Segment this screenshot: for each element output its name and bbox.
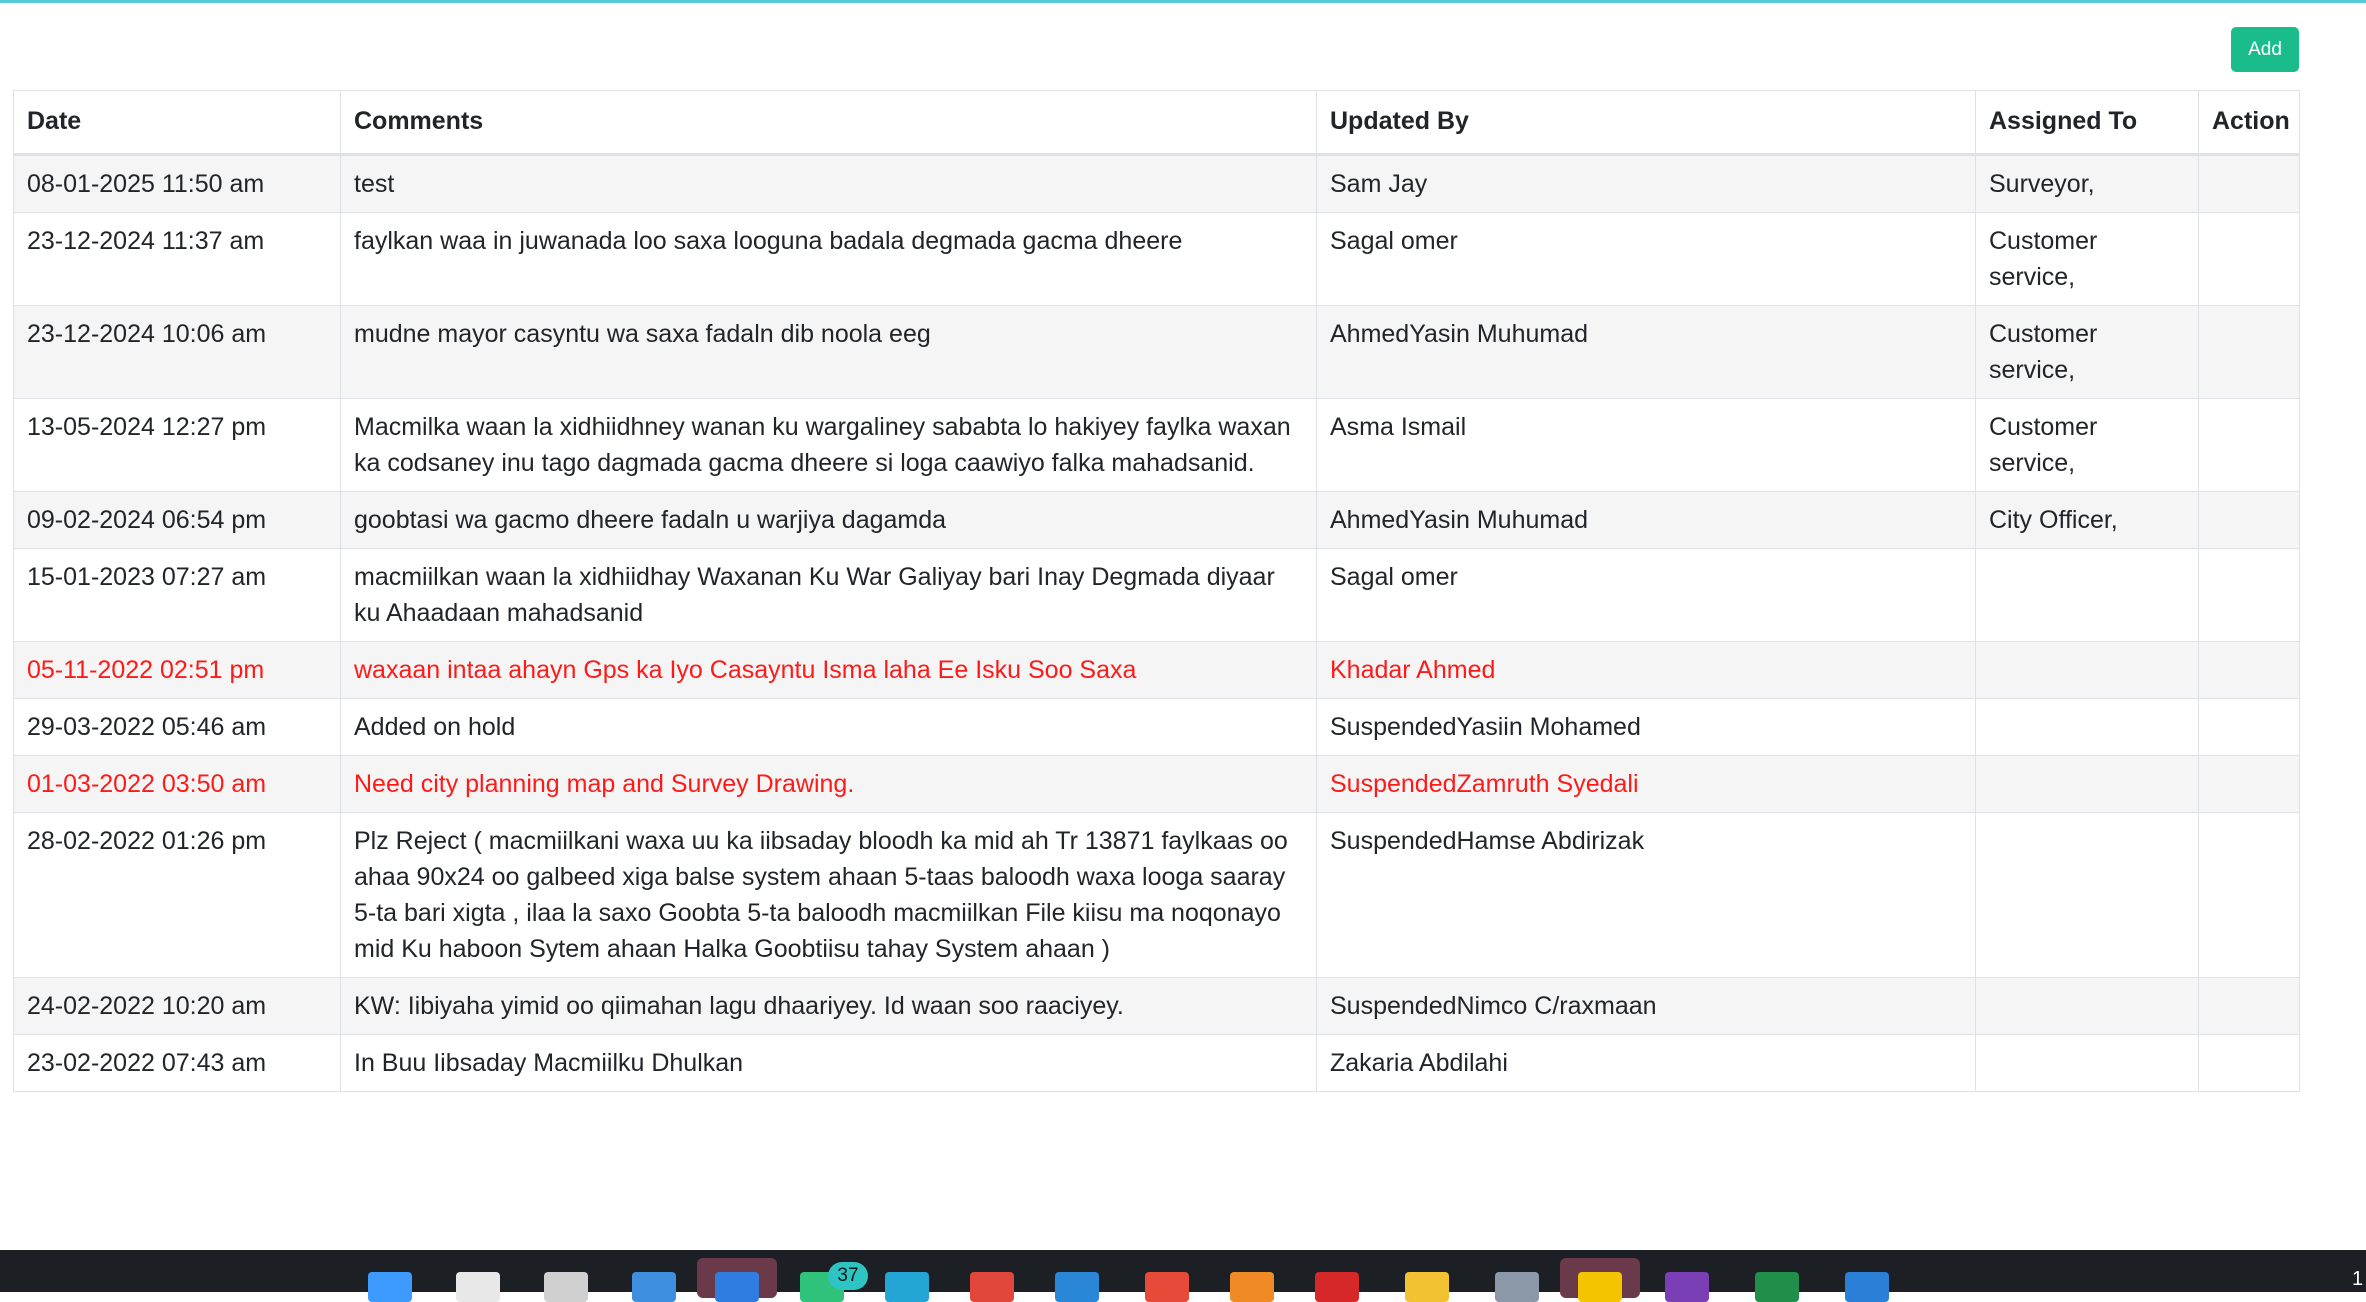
cell-action[interactable]	[2199, 813, 2300, 978]
cell-updated-by: Sagal omer	[1317, 549, 1976, 642]
chrome-icon[interactable]	[970, 1272, 1014, 1302]
notification-badge: 37	[828, 1262, 868, 1290]
cell-comment: waxaan intaa ahayn Gps ka Iyo Casayntu Isma laha Ee Isku Soo Saxa	[341, 642, 1317, 699]
cell-date: 13-05-2024 12:27 pm	[14, 399, 341, 492]
column-header-assigned-to[interactable]: Assigned To	[1976, 91, 2199, 155]
cell-assigned-to: City Officer,	[1976, 492, 2199, 549]
table-row[interactable]	[14, 306, 2300, 399]
cell-date: 23-02-2022 07:43 am	[14, 1035, 341, 1092]
cell-updated-by: Khadar Ahmed	[1317, 642, 1976, 699]
task-view-icon[interactable]	[544, 1272, 588, 1302]
sticky-notes-icon[interactable]	[1578, 1272, 1622, 1302]
cell-updated-by: Zakaria Abdilahi	[1317, 1035, 1976, 1092]
cell-action[interactable]	[2199, 155, 2300, 213]
windows-start-icon[interactable]	[368, 1272, 412, 1302]
excel-icon[interactable]	[1755, 1272, 1799, 1302]
cell-comment: Plz Reject ( macmiilkani waxa uu ka iibsaday bloodh ka mid ah Tr 13871 faylkaas oo ahaa 90x24 oo galbeed xiga balse system ahaan 5-taas baloodh waxa looga saaray 5-ta bari xigta , ilaa la saxo Goobta 5-ta baloodh macmiilkan File kiisu ma noqonayo mid Ku haboon Sytem ahaan Halka Goobtiisu tahay System ahaan )	[341, 813, 1317, 978]
cell-assigned-to	[1976, 756, 2199, 813]
cell-assigned-to: Customer service,	[1976, 306, 2199, 399]
cell-action[interactable]	[2199, 642, 2300, 699]
cell-assigned-to: Surveyor,	[1976, 155, 2199, 213]
table-header-row	[14, 91, 2300, 155]
cell-date: 23-12-2024 11:37 am	[14, 213, 341, 306]
store-icon[interactable]	[632, 1272, 676, 1302]
cell-assigned-to	[1976, 549, 2199, 642]
cell-comment: KW: Iibiyaha yimid oo qiimahan lagu dhaariyey. Id waan soo raaciyey.	[341, 978, 1317, 1035]
cell-comment: Added on hold	[341, 699, 1317, 756]
table-row[interactable]	[14, 549, 2300, 642]
outlook-icon[interactable]	[1845, 1272, 1889, 1302]
cell-comment: test	[341, 155, 1317, 213]
top-accent-line	[0, 0, 2366, 3]
calendar-icon[interactable]	[1145, 1272, 1189, 1302]
cell-action[interactable]	[2199, 306, 2300, 399]
cell-updated-by: SuspendedNimco C/raxmaan	[1317, 978, 1976, 1035]
cell-comment: goobtasi wa gacmo dheere fadaln u warjiya dagamda	[341, 492, 1317, 549]
table-row[interactable]	[14, 492, 2300, 549]
column-header-date[interactable]: Date	[14, 91, 341, 155]
add-button[interactable]: Add	[2231, 27, 2299, 72]
table-row[interactable]	[14, 155, 2300, 213]
cell-date: 08-01-2025 11:50 am	[14, 155, 341, 213]
cell-action[interactable]	[2199, 1035, 2300, 1092]
cell-updated-by: Asma Ismail	[1317, 399, 1976, 492]
table-row[interactable]	[14, 213, 2300, 306]
cell-assigned-to: Customer service,	[1976, 399, 2199, 492]
cell-action[interactable]	[2199, 756, 2300, 813]
cell-action[interactable]	[2199, 492, 2300, 549]
table-row[interactable]	[14, 399, 2300, 492]
cell-date: 01-03-2022 03:50 am	[14, 756, 341, 813]
media-icon[interactable]	[1665, 1272, 1709, 1302]
comments-table-container	[13, 90, 2299, 1092]
cell-date: 24-02-2022 10:20 am	[14, 978, 341, 1035]
column-header-updated-by[interactable]: Updated By	[1317, 91, 1976, 155]
cell-updated-by: Sam Jay	[1317, 155, 1976, 213]
search-icon[interactable]	[456, 1272, 500, 1302]
app-red-icon[interactable]	[1315, 1272, 1359, 1302]
cell-comment: mudne mayor casyntu wa saxa fadaln dib noola eeg	[341, 306, 1317, 399]
cell-comment: In Buu Iibsaday Macmiilku Dhulkan	[341, 1035, 1317, 1092]
cell-updated-by: AhmedYasin Muhumad	[1317, 492, 1976, 549]
cell-date: 05-11-2022 02:51 pm	[14, 642, 341, 699]
cell-date: 23-12-2024 10:06 am	[14, 306, 341, 399]
cell-action[interactable]	[2199, 399, 2300, 492]
table-body	[14, 155, 2300, 1092]
column-header-comments[interactable]: Comments	[341, 91, 1317, 155]
cell-updated-by: SuspendedHamse Abdirizak	[1317, 813, 1976, 978]
cell-date: 29-03-2022 05:46 am	[14, 699, 341, 756]
cell-assigned-to	[1976, 642, 2199, 699]
cell-action[interactable]	[2199, 549, 2300, 642]
table-row[interactable]	[14, 642, 2300, 699]
cell-comment: faylkan waa in juwanada loo saxa looguna badala degmada gacma dheere	[341, 213, 1317, 306]
table-row[interactable]	[14, 699, 2300, 756]
system-tray-text: 1	[2352, 1268, 2364, 1290]
edge-icon[interactable]	[885, 1272, 929, 1302]
cell-action[interactable]	[2199, 978, 2300, 1035]
table-row[interactable]	[14, 1035, 2300, 1092]
column-header-action[interactable]: Action	[2199, 91, 2300, 155]
cell-assigned-to: Customer service,	[1976, 213, 2199, 306]
cell-updated-by: Sagal omer	[1317, 213, 1976, 306]
cell-action[interactable]	[2199, 213, 2300, 306]
table-row[interactable]	[14, 756, 2300, 813]
table-row[interactable]	[14, 978, 2300, 1035]
calculator-icon[interactable]	[1495, 1272, 1539, 1302]
cell-date: 28-02-2022 01:26 pm	[14, 813, 341, 978]
comments-table	[13, 90, 2300, 1092]
firefox-icon[interactable]	[1230, 1272, 1274, 1302]
mail-icon[interactable]	[715, 1272, 759, 1302]
file-explorer-icon[interactable]	[1405, 1272, 1449, 1302]
cell-assigned-to	[1976, 699, 2199, 756]
cell-comment: Need city planning map and Survey Drawing.	[341, 756, 1317, 813]
cell-updated-by: SuspendedZamruth Syedali	[1317, 756, 1976, 813]
table-row[interactable]	[14, 813, 2300, 978]
cell-assigned-to	[1976, 813, 2199, 978]
cell-date: 15-01-2023 07:27 am	[14, 549, 341, 642]
cell-comment: Macmilka waan la xidhiidhney wanan ku wargaliney sababta lo hakiyey faylka waxan ka codsaney inu tago dagmada gacma dheere si loga caawiyo falka mahadsanid.	[341, 399, 1317, 492]
cell-date: 09-02-2024 06:54 pm	[14, 492, 341, 549]
cell-updated-by: AhmedYasin Muhumad	[1317, 306, 1976, 399]
vscode-icon[interactable]	[1055, 1272, 1099, 1302]
cell-action[interactable]	[2199, 699, 2300, 756]
cell-assigned-to	[1976, 1035, 2199, 1092]
cell-assigned-to	[1976, 978, 2199, 1035]
cell-comment: macmiilkan waan la xidhiidhay Waxanan Ku War Galiyay bari Inay Degmada diyaar ku Ahaadaan mahadsanid	[341, 549, 1317, 642]
cell-updated-by: SuspendedYasiin Mohamed	[1317, 699, 1976, 756]
